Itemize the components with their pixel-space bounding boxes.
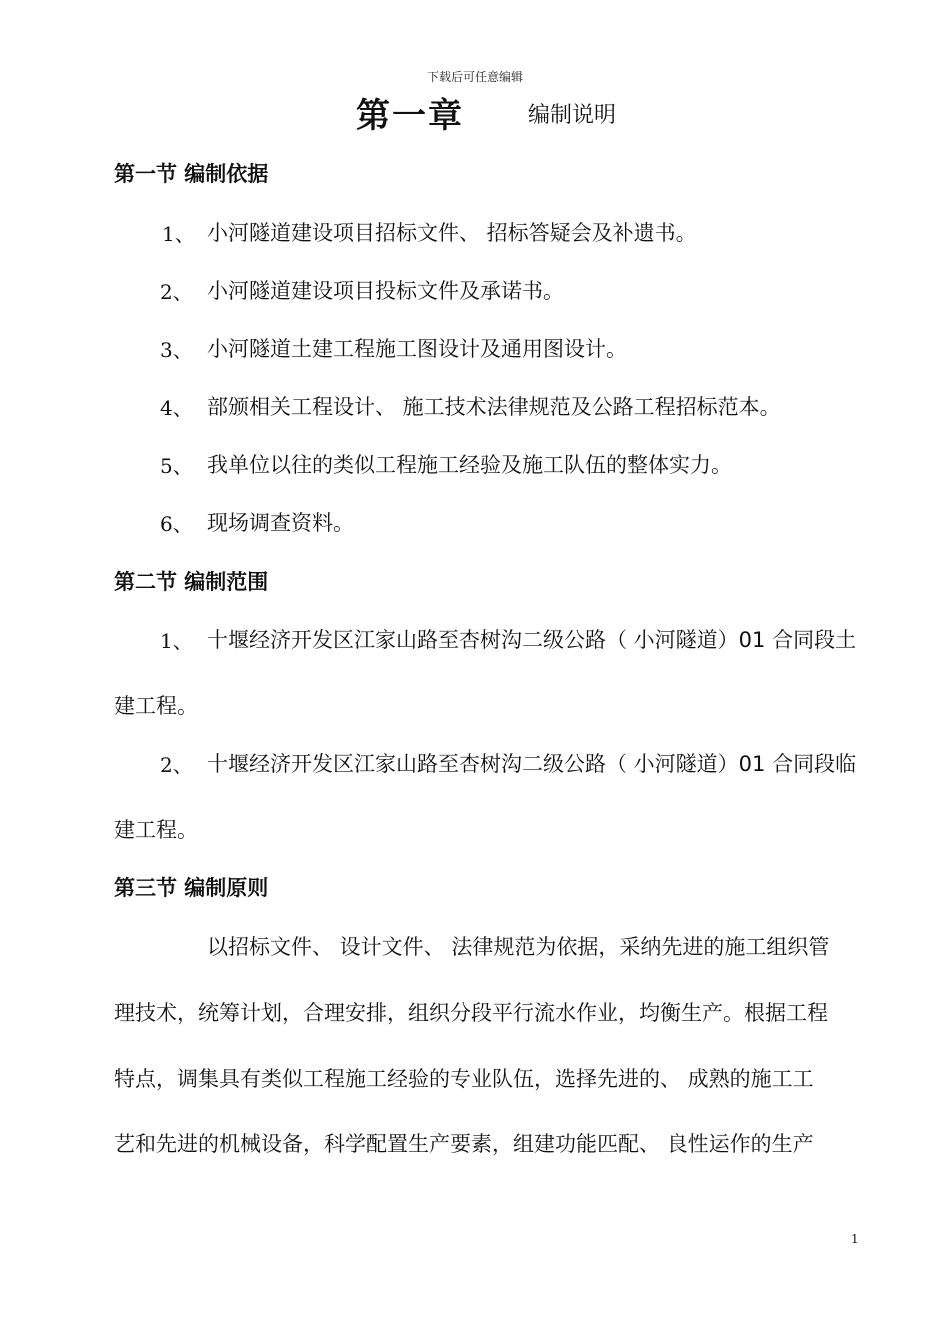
section-2-title: 第二节 编制范围	[114, 570, 269, 594]
paragraph-line: 艺和先进的机械设备，科学配置生产要素，组建功能匹配、 良性运作的生产	[114, 1132, 814, 1156]
chapter-number: 第一章	[356, 96, 464, 136]
page-number: 1	[851, 1232, 859, 1246]
list-item-number: 5、	[160, 454, 193, 478]
list-item-continuation: 建工程。	[114, 694, 198, 718]
list-item-number: 2、	[160, 753, 193, 777]
list-item-text: 小河隧道土建工程施工图设计及通用图设计。	[207, 337, 627, 361]
paragraph-line: 理技术，统筹计划，合理安排，组织分段平行流水作业，均衡生产。根据工程	[114, 1001, 828, 1025]
list-item-number: 3、	[160, 338, 193, 362]
list-item-text: 小河隧道建设项目投标文件及承诺书。	[207, 279, 564, 303]
list-item-number: 2、	[160, 280, 193, 304]
section-1-title: 第一节 编制依据	[114, 162, 269, 186]
list-item-number: 4、	[160, 396, 193, 420]
list-item-text: 部颁相关工程设计、 施工技术法律规范及公路工程招标范本。	[207, 395, 781, 419]
list-item-text: 现场调查资料。	[207, 511, 354, 535]
list-item-text: 十堰经济开发区江家山路至杏树沟二级公路（ 小河隧道）01 合同段土	[207, 628, 857, 652]
list-item-text: 我单位以往的类似工程施工经验及施工队伍的整体实力。	[207, 453, 732, 477]
paragraph-line: 以招标文件、 设计文件、 法律规范为依据，采纳先进的施工组织管	[207, 935, 830, 959]
list-item-text: 十堰经济开发区江家山路至杏树沟二级公路（ 小河隧道）01 合同段临	[207, 752, 857, 776]
header-watermark: 下载后可任意编辑	[426, 70, 523, 84]
chapter-title: 编制说明	[528, 103, 617, 128]
list-item-continuation: 建工程。	[114, 818, 198, 842]
list-item-text: 小河隧道建设项目招标文件、 招标答疑会及补遗书。	[207, 221, 697, 245]
paragraph-line: 特点，调集具有类似工程施工经验的专业队伍，选择先进的、 成熟的施工工	[114, 1067, 814, 1091]
section-3-title: 第三节 编制原则	[114, 876, 269, 900]
list-item-number: 1、	[160, 629, 193, 653]
list-item-number: 1、	[162, 222, 195, 246]
list-item-number: 6、	[160, 512, 193, 536]
